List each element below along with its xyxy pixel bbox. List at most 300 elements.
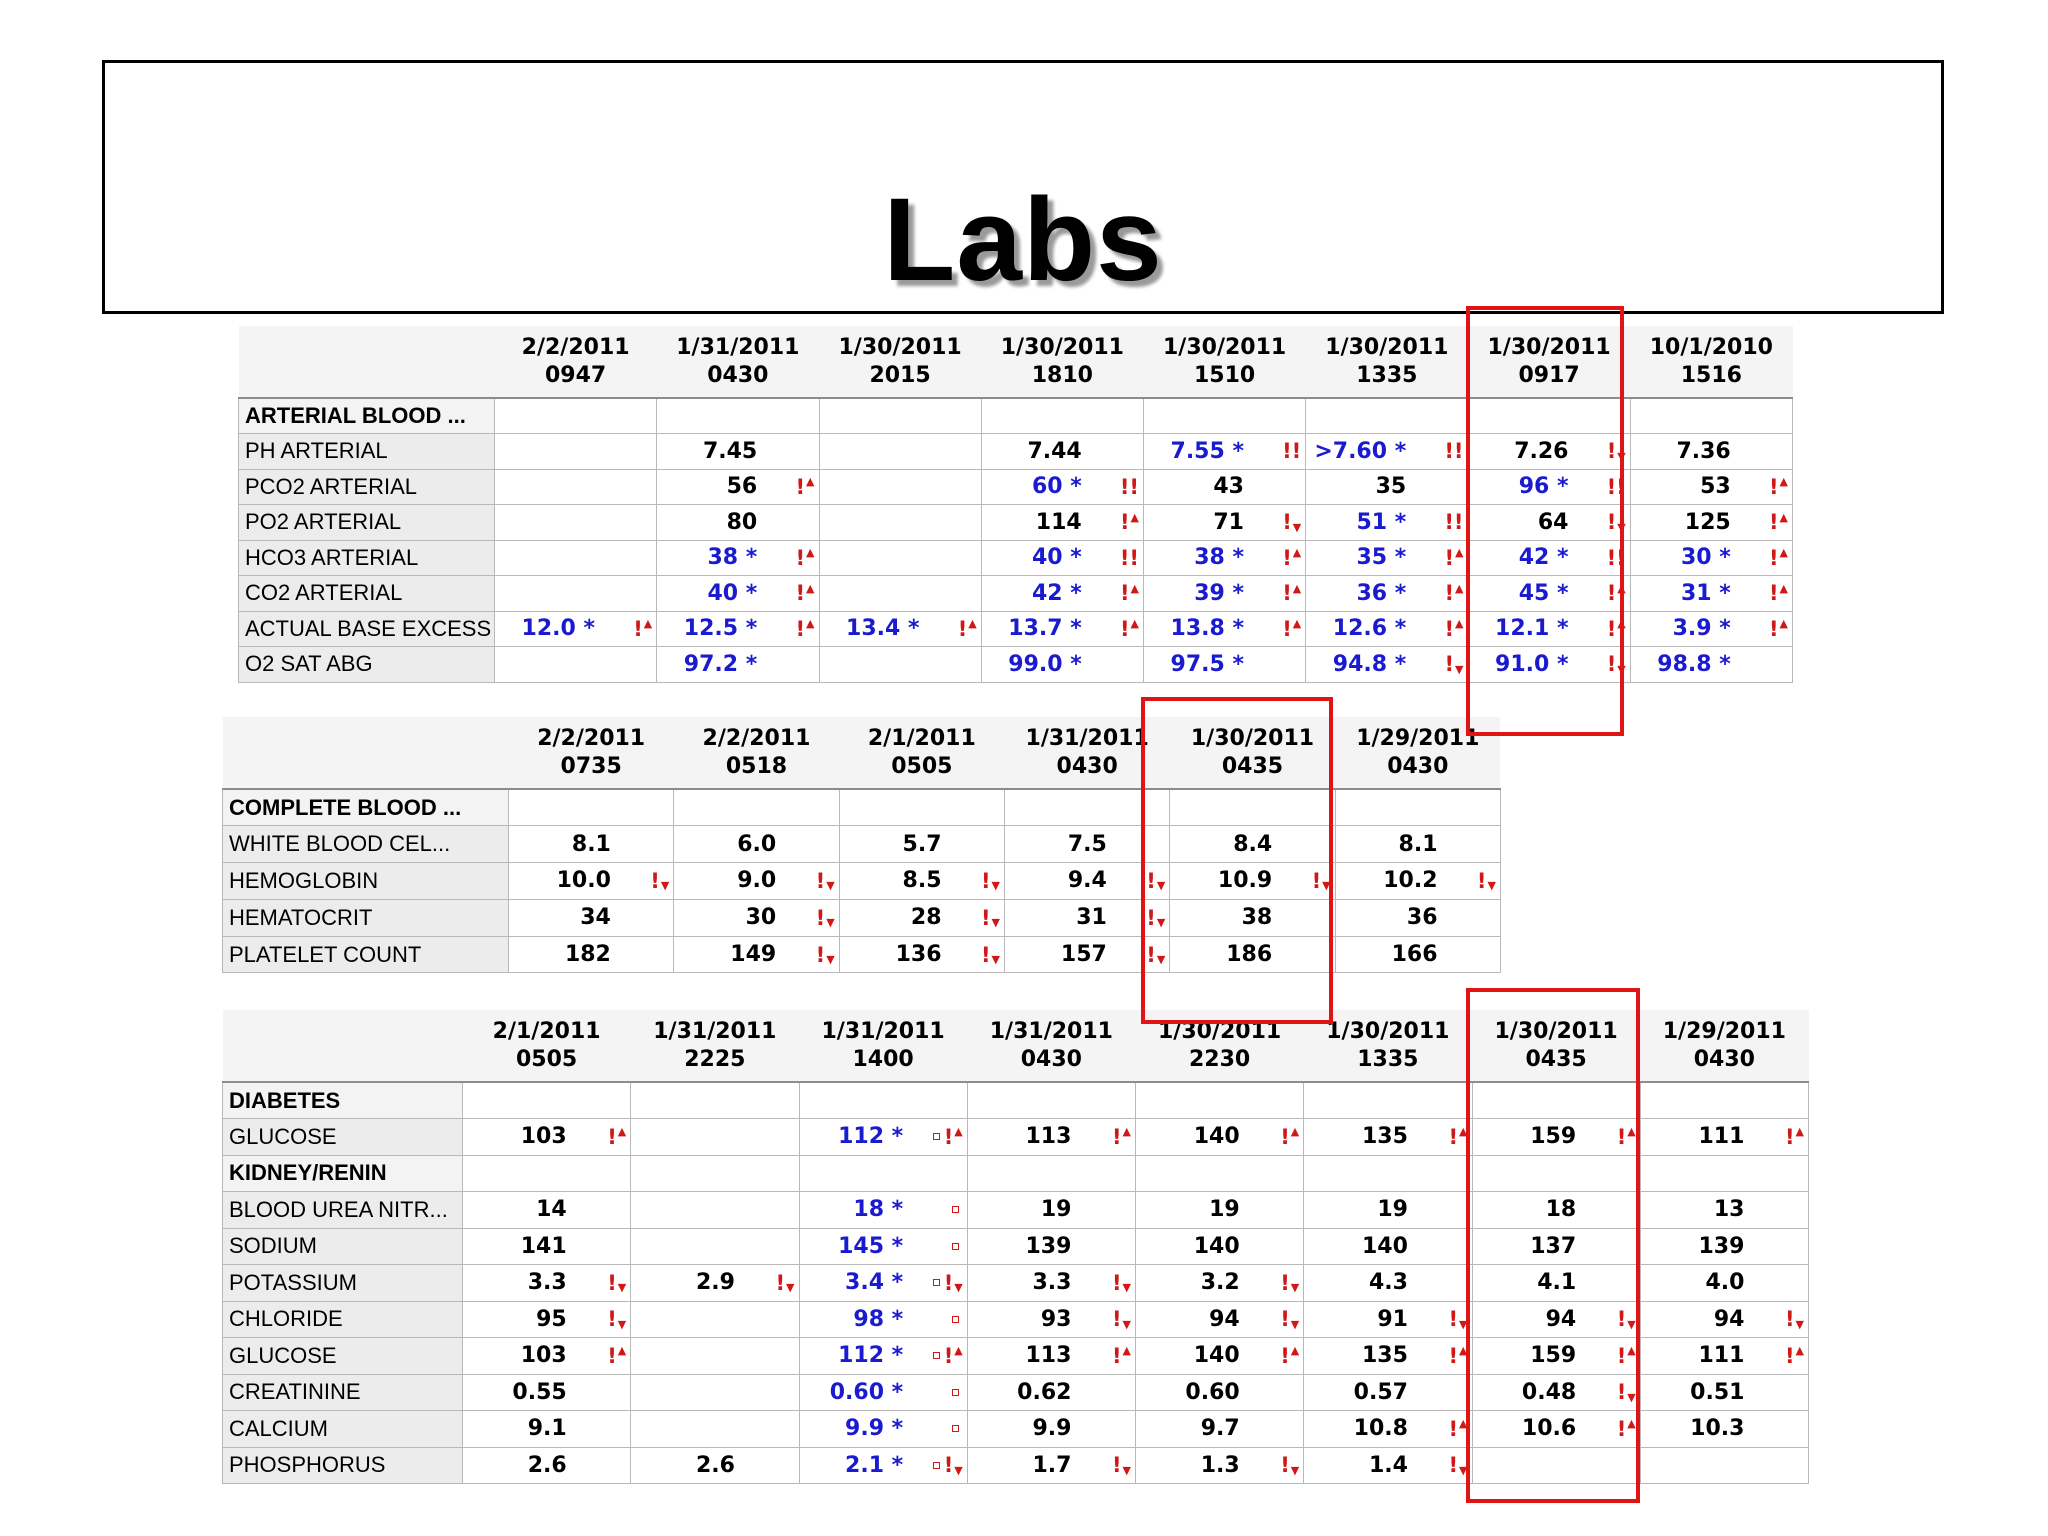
result-cell[interactable] (1304, 1155, 1472, 1192)
result-cell[interactable] (981, 647, 1143, 683)
column-date: 10/1/2010 (1649, 334, 1773, 360)
result-cell[interactable] (1170, 863, 1335, 900)
result-cell[interactable] (1472, 1374, 1640, 1411)
column-time: 1510 (1194, 362, 1256, 388)
result-cell[interactable] (674, 789, 839, 826)
abnormal-flag-icon: ! ▼ (1606, 652, 1626, 677)
result-cell[interactable] (799, 1228, 967, 1265)
result-cell[interactable] (1004, 826, 1169, 863)
result-cell[interactable] (799, 1082, 967, 1119)
column-header-date[interactable] (1306, 326, 1468, 398)
column-time: 0435 (1525, 1046, 1587, 1072)
column-header-date[interactable] (819, 326, 981, 398)
result-cell[interactable] (1004, 789, 1169, 826)
abnormal-flag-icon: ! ▲ (1768, 545, 1788, 570)
result-cell[interactable] (1468, 540, 1630, 576)
result-cell[interactable] (495, 398, 657, 434)
result-value: 166 (1391, 942, 1438, 968)
abnormal-flag-icon: ! ▲ (1616, 1416, 1636, 1441)
abnormal-flag-icon: ! ▼ (1280, 1453, 1300, 1478)
column-header-date[interactable] (1335, 717, 1500, 789)
result-cell[interactable] (1640, 1192, 1808, 1229)
table-row[interactable] (239, 540, 1793, 576)
result-cell[interactable] (1472, 1082, 1640, 1119)
column-header-date[interactable] (631, 1010, 799, 1082)
result-value: 9.0 (737, 868, 777, 894)
column-date: 1/31/2011 (653, 1018, 777, 1044)
result-cell[interactable] (839, 826, 1004, 863)
table-row[interactable] (239, 434, 1793, 470)
result-cell[interactable] (1472, 1119, 1640, 1156)
result-cell[interactable] (463, 1265, 631, 1302)
column-header-date[interactable] (1304, 1010, 1472, 1082)
result-cell[interactable] (1170, 826, 1335, 863)
result-cell[interactable] (967, 1338, 1135, 1375)
result-cell[interactable] (1304, 1082, 1472, 1119)
result-cell[interactable] (799, 1411, 967, 1448)
result-value: 2.9 (695, 1270, 735, 1296)
column-header-date[interactable] (1640, 1010, 1808, 1082)
result-cell[interactable] (631, 1228, 799, 1265)
result-cell[interactable] (1640, 1447, 1808, 1484)
result-cell[interactable] (819, 398, 981, 434)
column-date: 1/31/2011 (676, 334, 800, 360)
result-cell[interactable] (1630, 398, 1792, 434)
result-value: 139 (1025, 1233, 1072, 1259)
result-cell[interactable] (819, 611, 981, 647)
result-cell[interactable] (819, 647, 981, 683)
column-header-date[interactable] (1004, 717, 1169, 789)
result-cell[interactable] (981, 611, 1143, 647)
result-cell[interactable] (1472, 1411, 1640, 1448)
result-cell[interactable] (674, 936, 839, 973)
result-value: 42 * (1518, 545, 1569, 571)
result-cell[interactable] (799, 1265, 967, 1302)
table-row[interactable] (223, 1411, 1809, 1448)
result-cell[interactable] (1304, 1228, 1472, 1265)
result-cell[interactable] (1630, 647, 1792, 683)
result-cell[interactable] (1306, 576, 1468, 612)
result-cell[interactable] (631, 1082, 799, 1119)
table-row[interactable] (223, 863, 1501, 900)
column-date: 2/2/2011 (537, 725, 646, 751)
result-value: 111 (1698, 1124, 1745, 1150)
result-cell[interactable] (1468, 505, 1630, 541)
result-cell[interactable] (495, 434, 657, 470)
result-cell[interactable] (1144, 469, 1306, 505)
result-cell[interactable] (799, 1301, 967, 1338)
result-value: 96 * (1518, 474, 1569, 500)
section-row[interactable] (223, 1155, 1809, 1192)
result-cell[interactable] (799, 1119, 967, 1156)
result-cell[interactable] (1136, 1228, 1304, 1265)
column-header-date[interactable] (1170, 717, 1335, 789)
column-date: 1/30/2011 (1158, 1018, 1282, 1044)
test-name: HEMATOCRIT (223, 899, 509, 936)
result-cell[interactable] (657, 576, 819, 612)
test-name: POTASSIUM (223, 1265, 463, 1302)
section-label: DIABETES (223, 1082, 463, 1119)
abnormal-flag-icon: ! ▲ (607, 1124, 627, 1149)
result-cell[interactable] (1468, 469, 1630, 505)
result-value: 13 (1713, 1197, 1745, 1223)
result-value: 35 * (1356, 545, 1407, 571)
abnormal-flag-icon: ! ▼ (1616, 1307, 1636, 1332)
result-cell[interactable] (799, 1155, 967, 1192)
result-cell[interactable] (463, 1411, 631, 1448)
result-cell[interactable] (1144, 540, 1306, 576)
result-cell[interactable] (839, 899, 1004, 936)
result-cell[interactable] (967, 1119, 1135, 1156)
column-time: 0518 (725, 753, 788, 779)
result-cell[interactable] (981, 576, 1143, 612)
result-cell[interactable] (463, 1338, 631, 1375)
result-cell[interactable] (967, 1082, 1135, 1119)
section-row[interactable] (239, 398, 1793, 434)
result-cell[interactable] (1304, 1447, 1472, 1484)
column-time: 0947 (545, 362, 607, 388)
result-cell[interactable] (1304, 1192, 1472, 1229)
result-cell[interactable] (657, 469, 819, 505)
result-cell[interactable] (495, 576, 657, 612)
result-cell[interactable] (819, 469, 981, 505)
abnormal-flag-icon: ! ▼ (650, 868, 670, 893)
result-cell[interactable] (1136, 1411, 1304, 1448)
result-cell[interactable] (463, 1228, 631, 1265)
result-cell[interactable] (1630, 611, 1792, 647)
result-cell[interactable] (1335, 936, 1500, 973)
table-row[interactable] (223, 1228, 1809, 1265)
section-label: ARTERIAL BLOOD ... (239, 398, 495, 434)
result-cell[interactable] (463, 1447, 631, 1484)
column-date: 2/2/2011 (521, 334, 630, 360)
result-cell[interactable] (1304, 1411, 1472, 1448)
result-cell[interactable] (981, 540, 1143, 576)
column-date: 1/31/2011 (1025, 725, 1149, 751)
result-cell[interactable] (1640, 1265, 1808, 1302)
result-cell[interactable] (1136, 1192, 1304, 1229)
result-cell[interactable] (967, 1155, 1135, 1192)
result-cell[interactable] (1335, 826, 1500, 863)
result-cell[interactable] (631, 1119, 799, 1156)
result-cell[interactable] (1335, 789, 1500, 826)
result-cell[interactable] (1170, 899, 1335, 936)
table-row[interactable] (223, 826, 1501, 863)
result-cell[interactable] (463, 1192, 631, 1229)
table-row[interactable] (223, 1265, 1809, 1302)
result-cell[interactable] (1004, 899, 1169, 936)
result-value: 3.3 (527, 1270, 567, 1296)
table-row[interactable] (223, 1338, 1809, 1375)
result-cell[interactable] (839, 789, 1004, 826)
column-header-date[interactable] (799, 1010, 967, 1082)
column-time: 0430 (1387, 753, 1449, 779)
result-value: 30 (745, 905, 777, 931)
result-cell[interactable] (1136, 1119, 1304, 1156)
column-header-date[interactable] (495, 326, 657, 398)
result-cell[interactable] (1306, 647, 1468, 683)
result-cell[interactable] (1170, 936, 1335, 973)
result-cell[interactable] (1144, 434, 1306, 470)
result-cell[interactable] (1306, 505, 1468, 541)
result-value: 31 (1076, 905, 1107, 931)
result-cell[interactable] (1136, 1082, 1304, 1119)
result-cell[interactable] (839, 863, 1004, 900)
result-cell[interactable] (1468, 398, 1630, 434)
result-cell[interactable] (1306, 398, 1468, 434)
result-cell[interactable] (495, 505, 657, 541)
column-header-date[interactable] (981, 326, 1143, 398)
result-cell[interactable] (1306, 469, 1468, 505)
result-cell[interactable] (1335, 863, 1500, 900)
result-cell[interactable] (631, 1301, 799, 1338)
result-cell[interactable] (967, 1301, 1135, 1338)
result-cell[interactable] (819, 540, 981, 576)
result-cell[interactable] (1136, 1155, 1304, 1192)
abnormal-flag-icon: ! ▲ (1616, 1343, 1636, 1368)
result-cell[interactable] (1472, 1338, 1640, 1375)
result-cell[interactable] (981, 434, 1143, 470)
table-row[interactable] (223, 1374, 1809, 1411)
result-cell[interactable] (967, 1265, 1135, 1302)
column-header-date[interactable] (839, 717, 1004, 789)
result-cell[interactable] (1630, 434, 1792, 470)
abnormal-flag-icon: ! ▼ (980, 868, 1000, 893)
result-cell[interactable] (1640, 1155, 1808, 1192)
result-cell[interactable] (631, 1192, 799, 1229)
section-row[interactable] (223, 789, 1501, 826)
result-cell[interactable] (1306, 540, 1468, 576)
table-row[interactable] (239, 647, 1793, 683)
result-cell[interactable] (1004, 936, 1169, 973)
result-cell[interactable] (1468, 611, 1630, 647)
result-cell[interactable] (967, 1411, 1135, 1448)
result-cell[interactable] (495, 540, 657, 576)
result-cell[interactable] (1304, 1338, 1472, 1375)
result-value: 51 * (1356, 509, 1407, 535)
column-header-date[interactable] (1630, 326, 1792, 398)
result-cell[interactable] (1144, 647, 1306, 683)
result-cell[interactable] (1306, 611, 1468, 647)
table-row[interactable] (239, 505, 1793, 541)
result-cell[interactable] (657, 540, 819, 576)
table-row[interactable] (239, 611, 1793, 647)
column-time: 0435 (1221, 753, 1284, 779)
result-cell[interactable] (799, 1374, 967, 1411)
result-cell[interactable] (1468, 576, 1630, 612)
result-cell[interactable] (1335, 899, 1500, 936)
result-value: 12.5 * (683, 616, 758, 642)
result-cell[interactable] (1304, 1301, 1472, 1338)
header-corner (239, 326, 495, 398)
result-cell[interactable] (1640, 1119, 1808, 1156)
result-cell[interactable] (1468, 647, 1630, 683)
result-cell[interactable] (967, 1447, 1135, 1484)
result-cell[interactable] (1136, 1338, 1304, 1375)
column-header-date[interactable] (657, 326, 819, 398)
result-cell[interactable] (509, 789, 674, 826)
abnormal-flag-icon: ! ▼ (933, 1271, 963, 1295)
comment-indicator-icon (952, 1425, 959, 1432)
result-cell[interactable] (631, 1447, 799, 1484)
result-cell[interactable] (799, 1447, 967, 1484)
result-cell[interactable] (509, 899, 674, 936)
column-date: 1/30/2011 (1494, 1018, 1618, 1044)
result-cell[interactable] (509, 826, 674, 863)
result-cell[interactable] (657, 611, 819, 647)
abnormal-flag-icon: ! ▲ (1768, 510, 1788, 535)
table-row[interactable] (239, 469, 1793, 505)
result-cell[interactable] (463, 1155, 631, 1192)
result-cell[interactable] (631, 1374, 799, 1411)
test-name: ACTUAL BASE EXCESS (239, 611, 495, 647)
result-value: 0.57 (1353, 1379, 1408, 1405)
comment-indicator-icon (952, 1206, 959, 1213)
result-value: 38 * (1194, 545, 1244, 571)
result-value: 113 (1025, 1343, 1072, 1369)
result-cell[interactable] (1144, 398, 1306, 434)
result-cell[interactable] (799, 1192, 967, 1229)
result-cell[interactable] (1630, 540, 1792, 576)
result-cell[interactable] (1630, 576, 1792, 612)
result-cell[interactable] (819, 434, 981, 470)
test-name: HEMOGLOBIN (223, 863, 509, 900)
result-cell[interactable] (509, 863, 674, 900)
result-cell[interactable] (967, 1374, 1135, 1411)
result-cell[interactable] (1304, 1374, 1472, 1411)
result-cell[interactable] (1144, 505, 1306, 541)
column-header-date[interactable] (1136, 1010, 1304, 1082)
result-cell[interactable] (1630, 469, 1792, 505)
result-cell[interactable] (631, 1155, 799, 1192)
result-cell[interactable] (1630, 505, 1792, 541)
result-value: 1.4 (1368, 1452, 1408, 1478)
column-header-date[interactable] (967, 1010, 1135, 1082)
table-row[interactable] (223, 1447, 1809, 1484)
result-cell[interactable] (1472, 1265, 1640, 1302)
section-label: COMPLETE BLOOD ... (223, 789, 509, 826)
result-cell[interactable] (981, 398, 1143, 434)
column-header-date[interactable] (509, 717, 674, 789)
result-cell[interactable] (1144, 576, 1306, 612)
result-cell[interactable] (631, 1338, 799, 1375)
section-row[interactable] (223, 1082, 1809, 1119)
abnormal-flag-icon: ! ▲ (1768, 616, 1788, 641)
result-cell[interactable] (674, 826, 839, 863)
result-cell[interactable] (463, 1082, 631, 1119)
result-cell[interactable] (495, 469, 657, 505)
comment-indicator-icon (933, 1279, 940, 1286)
column-date: 1/30/2011 (838, 334, 962, 360)
result-cell[interactable] (1640, 1411, 1808, 1448)
result-cell[interactable] (1640, 1228, 1808, 1265)
result-cell[interactable] (1136, 1265, 1304, 1302)
result-cell[interactable] (981, 505, 1143, 541)
column-time: 2230 (1189, 1046, 1251, 1072)
result-cell[interactable] (657, 647, 819, 683)
abnormal-flag-icon: !! (1282, 439, 1302, 464)
result-cell[interactable] (463, 1374, 631, 1411)
table-row[interactable] (223, 936, 1501, 973)
result-cell[interactable] (799, 1338, 967, 1375)
result-cell[interactable] (1306, 434, 1468, 470)
result-cell[interactable] (1304, 1119, 1472, 1156)
result-cell[interactable] (1472, 1301, 1640, 1338)
result-cell[interactable] (1170, 789, 1335, 826)
result-cell[interactable] (657, 434, 819, 470)
result-cell[interactable] (1136, 1374, 1304, 1411)
abnormal-flag-icon (952, 1243, 963, 1250)
result-cell[interactable] (981, 469, 1143, 505)
result-value: 10.9 (1217, 868, 1273, 894)
result-cell[interactable] (657, 398, 819, 434)
result-cell[interactable] (463, 1301, 631, 1338)
result-cell[interactable] (839, 936, 1004, 973)
result-cell[interactable] (1136, 1301, 1304, 1338)
table-row[interactable] (223, 1192, 1809, 1229)
result-value: 0.51 (1690, 1379, 1745, 1405)
result-cell[interactable] (657, 505, 819, 541)
abnormal-flag-icon: ! ▲ (1448, 1343, 1468, 1368)
result-cell[interactable] (1468, 434, 1630, 470)
result-cell[interactable] (495, 611, 657, 647)
result-cell[interactable] (495, 647, 657, 683)
result-cell[interactable] (674, 863, 839, 900)
result-cell[interactable] (1144, 611, 1306, 647)
table-row[interactable] (223, 1119, 1809, 1156)
test-name: CHLORIDE (223, 1301, 463, 1338)
result-cell[interactable] (1004, 863, 1169, 900)
result-cell[interactable] (1640, 1301, 1808, 1338)
result-cell[interactable] (631, 1265, 799, 1302)
abnormal-flag-icon: ! ▲ (933, 1125, 963, 1149)
result-cell[interactable] (819, 576, 981, 612)
result-cell[interactable] (463, 1119, 631, 1156)
result-cell[interactable] (967, 1228, 1135, 1265)
table-row[interactable] (223, 1301, 1809, 1338)
result-cell[interactable] (1472, 1155, 1640, 1192)
result-cell[interactable] (631, 1411, 799, 1448)
result-cell[interactable] (1304, 1265, 1472, 1302)
result-cell[interactable] (819, 505, 981, 541)
abnormal-flag-icon: ! ▲ (1111, 1343, 1131, 1368)
column-header-date[interactable] (1144, 326, 1306, 398)
abnormal-flag-icon: ! ▲ (1280, 1124, 1300, 1149)
result-value: 135 (1362, 1124, 1408, 1150)
column-header-date[interactable] (674, 717, 839, 789)
result-cell[interactable] (509, 936, 674, 973)
result-value: 2.6 (695, 1452, 735, 1478)
table-row[interactable] (239, 576, 1793, 612)
result-cell[interactable] (1472, 1192, 1640, 1229)
result-value: 114 (1035, 509, 1082, 535)
result-cell[interactable] (1640, 1374, 1808, 1411)
result-cell[interactable] (1472, 1228, 1640, 1265)
column-header-date[interactable] (1468, 326, 1630, 398)
abnormal-flag-icon (952, 1425, 963, 1432)
result-cell[interactable] (1136, 1447, 1304, 1484)
abnormal-flag-icon: ! ▲ (1768, 581, 1788, 606)
result-cell[interactable] (1640, 1338, 1808, 1375)
column-header-date[interactable] (1472, 1010, 1640, 1082)
result-cell[interactable] (674, 899, 839, 936)
result-cell[interactable] (967, 1192, 1135, 1229)
column-header-date[interactable] (463, 1010, 631, 1082)
result-cell[interactable] (1640, 1082, 1808, 1119)
result-value: 9.4 (1067, 868, 1107, 894)
result-cell[interactable] (1472, 1447, 1640, 1484)
table-row[interactable] (223, 899, 1501, 936)
